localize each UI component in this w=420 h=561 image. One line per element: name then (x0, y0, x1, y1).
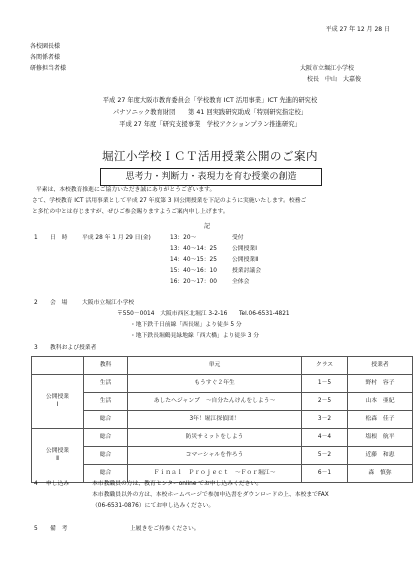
document-date: 平成 27 年 12 月 28 日 (325, 26, 390, 33)
section-label: 会 場 (50, 300, 68, 306)
table-header: クラス (302, 357, 348, 375)
section-number: 5 (34, 526, 38, 532)
unit-cell: 防災サミットをしよう (128, 429, 302, 447)
subject-cell: 生活 (84, 375, 128, 393)
table-row (32, 375, 413, 393)
venue-name: 大阪市立堀江小学校 (82, 300, 135, 306)
table-row (32, 393, 413, 411)
section-number: 3 (34, 345, 38, 351)
teacher-cell: 山本 亜紀 (348, 393, 413, 411)
unit-cell: Ｆｉｎａｌ Ｐｒｏｊｅｃｔ ～Ｆｏｒ堀江～ (128, 465, 302, 483)
schedule-time: 14：40～15：25 (170, 257, 217, 263)
teacher-cell: 松森 佳子 (348, 411, 413, 429)
schedule-time: 16：20～17：00 (170, 279, 217, 285)
intro-line: と多忙の中とは存じますが、ぜひご参会賜りますようご案内申し上げます。 (32, 209, 229, 215)
heading-line: パナソニック教育財団 第 41 回実践研究助成「特別研究指定校」 (112, 109, 308, 116)
unit-cell: コマーシャルを作ろう (128, 447, 302, 465)
remarks-text: 上履きをご持参ください。 (130, 526, 200, 532)
teacher-cell: 近藤 和恵 (348, 447, 413, 465)
subject-cell: 総合 (84, 465, 128, 483)
group-label: 公開授業 Ⅰ (32, 375, 84, 429)
recipient-line: 研修担当者様 (30, 65, 67, 72)
table-header-row (32, 357, 413, 375)
class-cell: 1－5 (302, 375, 348, 393)
intro-line: 平素は、本校教育推進にご協力いただき誠にありがとうございます。 (36, 187, 216, 193)
table-row (32, 411, 413, 429)
subject-cell: 総合 (84, 429, 128, 447)
schedule-time: 13：20～ (170, 235, 197, 241)
class-cell: 3－2 (302, 411, 348, 429)
teacher-cell: 塩根 航平 (348, 429, 413, 447)
group-label: 公開授業 Ⅱ (32, 429, 84, 483)
class-cell: 4－4 (302, 429, 348, 447)
heading-line: 平成 27 年度大阪市教育委員会「学校教育 ICT 活用事業」ICT 先進的研究校 (102, 97, 318, 104)
classes-table (31, 356, 413, 483)
sender-organization: 大阪市立堀江小学校 (300, 65, 355, 72)
page-title: 堀江小学校ＩＣＴ活用授業公開のご案内 (102, 149, 318, 163)
intro-line: さて、学校教育 ICT 活用事業として平成 27 年度第 3 回公開授業を下記のように実施いたします。校務ご (32, 198, 307, 204)
section-number: 4 (34, 481, 38, 487)
application-line: 本市教職員以外の方は、本校ホームページで参加申込書をダウンロードの上、本校までFAX (92, 492, 329, 498)
table-row (32, 447, 413, 465)
schedule-day: 平成 28 年 1 月 29 日(金) (82, 235, 151, 241)
table-header: 授業者 (348, 357, 413, 375)
subject-cell: 総合 (84, 447, 128, 465)
section-number: 1 (34, 235, 38, 241)
subject-cell: 生活 (84, 393, 128, 411)
venue-access: ・地下鉄長堀鶴見緑地線「西大橋」より徒歩 3 分 (130, 333, 260, 339)
unit-cell: もうすぐ２年生 (128, 375, 302, 393)
subject-cell: 総合 (84, 411, 128, 429)
section-label: 申し込み (46, 481, 70, 487)
teacher-cell: 野村 容子 (348, 375, 413, 393)
unit-cell: 3年！堀江探偵団！ (128, 411, 302, 429)
section-label: 日 時 (50, 235, 68, 241)
application-line: 本市教職員の方は、教育センターonline でお申し込みください。 (92, 481, 263, 487)
section-label: 教科および授業者 (50, 345, 97, 351)
table-row (32, 465, 413, 483)
schedule-event: 受付 (232, 235, 244, 241)
heading-line: 平成 27 年度「研究支援事業 学校アクションプラン推進研究」 (119, 121, 301, 128)
subtitle-box (100, 168, 322, 186)
section-label: 備 考 (50, 526, 68, 532)
schedule-event: 授業討議会 (232, 268, 261, 274)
recipient-line: 各関係者様 (30, 54, 61, 61)
teacher-cell: 森 慎弥 (348, 465, 413, 483)
schedule-event: 公開授業Ⅰ (232, 246, 257, 252)
class-cell: 2－5 (302, 393, 348, 411)
schedule-time: 15：40～16：10 (170, 268, 217, 274)
schedule-event: 公開授業Ⅱ (232, 257, 259, 263)
schedule-event: 全体会 (232, 279, 250, 285)
table-header: 教科 (84, 357, 128, 375)
table-header: 単元 (128, 357, 302, 375)
ki-heading: 記 (204, 223, 211, 230)
venue-access: ・地下鉄千日前線「西長堀」より徒歩 5 分 (130, 322, 242, 328)
sender-principal: 校長 中山 大嘉俊 (307, 76, 362, 83)
subtitle: 思考力・判断力・表現力を育む授業の創造 (125, 172, 297, 182)
recipient-line: 各校園長様 (30, 43, 61, 50)
section-number: 2 (34, 300, 38, 306)
unit-cell: あしたへジャンプ ～自分たんけんをしよう～ (128, 393, 302, 411)
class-cell: 5－2 (302, 447, 348, 465)
schedule-time: 13：40～14：25 (170, 246, 217, 252)
class-cell: 6－1 (302, 465, 348, 483)
venue-address: 〒550－0014 大阪市西区北堀江 3-2-16 Tel.06-6531-4821 (117, 311, 290, 317)
table-corner-cell (32, 357, 84, 375)
application-line: （06-6531-0876）にてお申し込みください。 (92, 503, 215, 509)
table-row (32, 429, 413, 447)
